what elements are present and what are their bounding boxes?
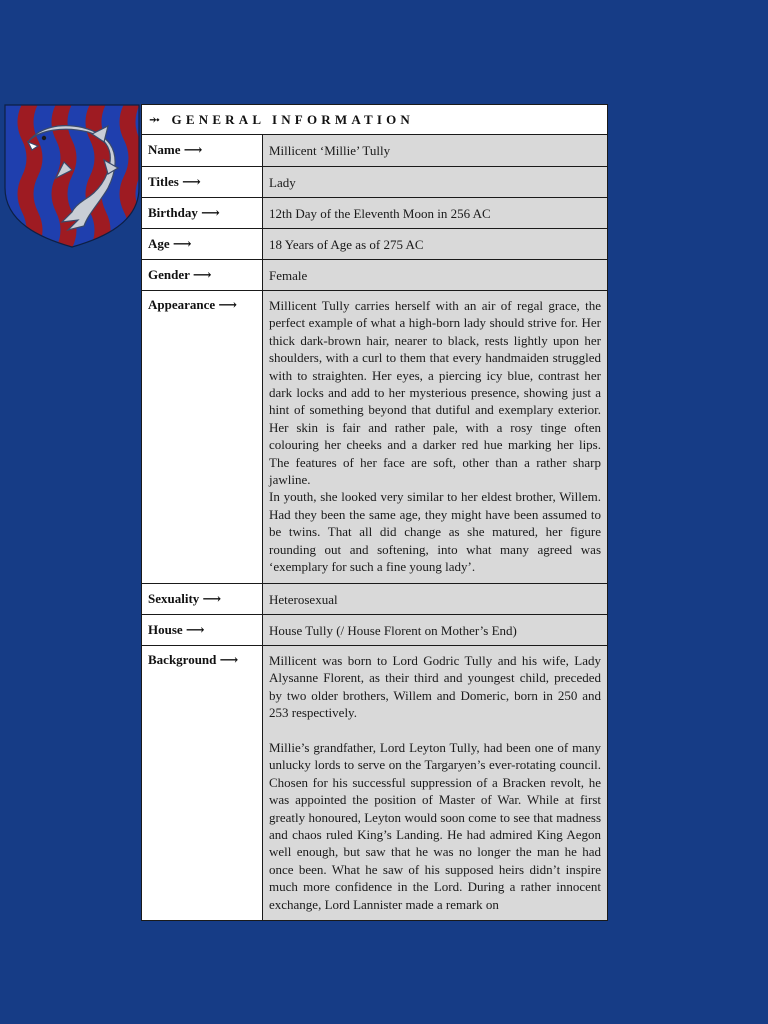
field-value: House Tully (/ House Florent on Mother’s End) <box>263 615 607 645</box>
appearance-paragraph: Millicent Tully carries herself with an air of regal grace, the perfect example of what a high-born lady should strive for. Her thick dark-brown hair, nearer to black, rests lightly upon her shoulders, with a curl to them that every handmaiden struggled with to straighten. Her eyes, a piercing icy blue, contrast her dark locks and add to her mysterious presence, showing just a hint of something beyond that dutiful and exemplary exterior. Her skin is fair and rather pale, with a rosy tinge often colouring her cheeks and a darker red hue marking her lips. The features of her face are soft, other than a rather sharp jawline. <box>269 298 601 488</box>
field-value: Millicent ‘Millie’ Tully <box>263 135 607 166</box>
field-value: Heterosexual <box>263 584 607 614</box>
character-sheet <box>141 104 608 921</box>
field-value: 18 Years of Age as of 275 AC <box>263 229 607 259</box>
field-row-titles <box>142 166 607 197</box>
field-row-name <box>142 135 607 166</box>
field-row-appearance <box>142 290 607 583</box>
field-row-gender <box>142 259 607 290</box>
background-paragraph: Millie’s grandfather, Lord Leyton Tully, had been one of many unlucky lords to serve on the Targaryen’s ever-rotating council. Chosen for his successful suppression of a Bracken revolt, he was appointed the position of Master of War. While at first greatly honoured, Leyton would soon come to see that madness and chaos ruled King’s Landing. He had admired King Aegon well enough, but saw that he was no longer the man he had once been. What he saw of his supposed heirs didn’t inspire much more confidence in the Lord. During a rather innocent exchange, Lord Lannister made a remark on <box>269 740 601 912</box>
field-value: Lady <box>263 167 607 197</box>
field-label: Titles ⟶ <box>142 167 263 197</box>
background-text <box>263 646 607 920</box>
section-title: ⤞ GENERAL INFORMATION <box>142 105 607 135</box>
field-label: Gender ⟶ <box>142 260 263 290</box>
field-row-sexuality <box>142 583 607 614</box>
background-paragraph: Millicent was born to Lord Godric Tully and his wife, Lady Alysanne Florent, as their third and youngest child, preceded by two older brothers, Willem and Domeric, born in 250 and 253 respectively. <box>269 653 601 721</box>
tully-crest-icon <box>4 104 140 248</box>
field-label: Age ⟶ <box>142 229 263 259</box>
field-row-background <box>142 645 607 920</box>
field-value: 12th Day of the Eleventh Moon in 256 AC <box>263 198 607 228</box>
field-label: Sexuality ⟶ <box>142 584 263 614</box>
field-label: Background ⟶ <box>142 646 263 920</box>
appearance-paragraph: In youth, she looked very similar to her eldest brother, Willem. Had they been the same age, they might have been assumed to be twins. That all did change as she matured, her figure rounding out and softening, into what many agreed was ‘exemplary for such a fine young lady’. <box>269 489 601 575</box>
field-label: Birthday ⟶ <box>142 198 263 228</box>
field-value: Female <box>263 260 607 290</box>
field-label: Name ⟶ <box>142 135 263 166</box>
appearance-text <box>263 291 607 583</box>
field-label: Appearance ⟶ <box>142 291 263 583</box>
field-row-birthday <box>142 197 607 228</box>
field-row-house <box>142 614 607 645</box>
field-row-age <box>142 228 607 259</box>
field-label: House ⟶ <box>142 615 263 645</box>
